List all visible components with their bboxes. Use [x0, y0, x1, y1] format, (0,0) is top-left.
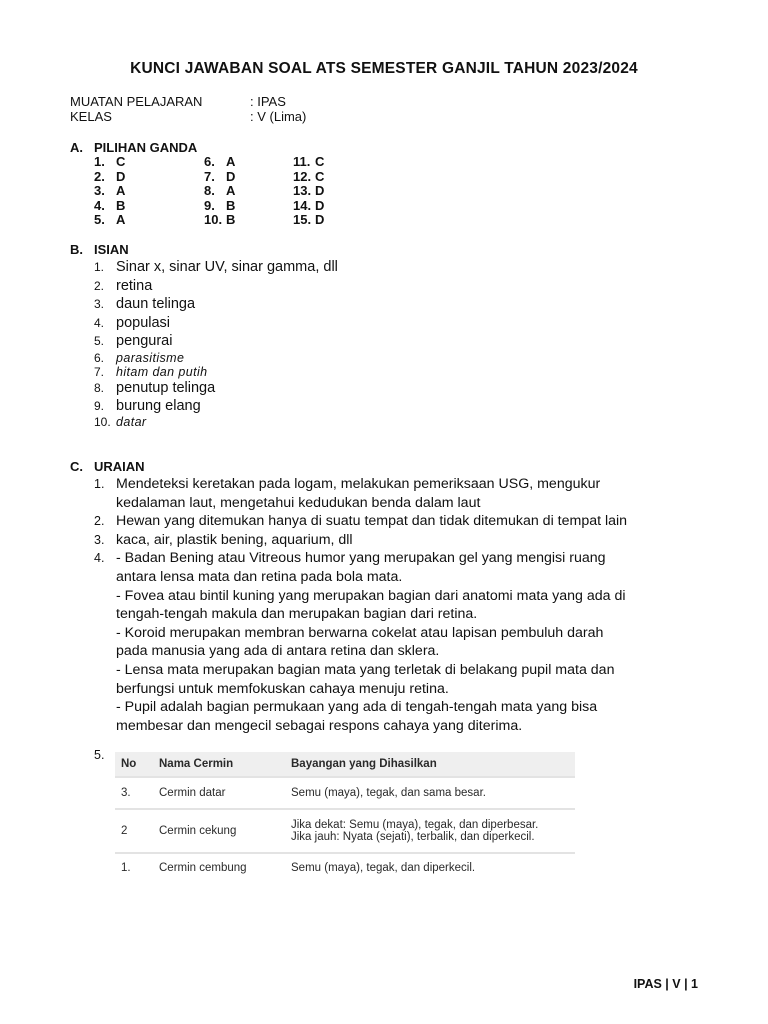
item-number: 8. — [94, 380, 105, 395]
page-footer: IPAS | V | 1 — [633, 977, 698, 991]
mc-answer — [204, 213, 293, 228]
section-letter: B. — [70, 242, 83, 257]
item-body — [116, 531, 704, 550]
meta-row-subject — [70, 94, 306, 109]
section-a-heading — [70, 140, 197, 155]
mc-answer — [94, 199, 204, 214]
list-item — [94, 531, 704, 550]
cell-no: 2 — [115, 809, 153, 853]
essay-list — [94, 475, 704, 735]
mc-answer — [94, 170, 204, 185]
item-text: populasi — [116, 314, 171, 331]
description-line: Jika jauh: Nyata (sejati), terbalik, dan diperkecil. — [291, 831, 535, 843]
item-number: 2. — [94, 514, 105, 529]
item-text: penutup telinga — [116, 379, 216, 396]
table-header-cell: Nama Cermin — [153, 752, 285, 777]
list-item — [94, 379, 714, 397]
mc-answer — [293, 184, 324, 199]
text-line: - Badan Bening atau Vitreous humor yang merupakan gel yang mengisi ruang — [116, 550, 606, 567]
item-number: 4. — [94, 315, 105, 330]
item-text: parasitisme — [116, 350, 185, 365]
list-item — [94, 295, 714, 313]
mc-number: 2. — [94, 168, 105, 184]
mc-number: 1. — [94, 154, 105, 169]
multiple-choice-grid — [94, 155, 324, 228]
list-item — [94, 475, 704, 512]
text-line: pada manusia yang ada di antara retina dan sklera. — [116, 643, 440, 660]
mc-choice: C — [315, 154, 325, 169]
mc-choice: A — [226, 183, 236, 199]
list-item — [94, 549, 704, 735]
text-line: - Lensa mata merupakan bagian mata yang terletak di belakang pupil mata dan — [116, 661, 615, 678]
mc-answer — [204, 199, 293, 214]
mc-row — [94, 213, 324, 228]
meta-value: : V (Lima) — [250, 109, 307, 124]
list-item — [94, 332, 714, 350]
text-line: Mendeteksi keretakan pada logam, melakukan pemeriksaan USG, mengukur — [116, 476, 601, 492]
item-number: 1. — [94, 477, 105, 491]
section-letter: C. — [70, 459, 83, 474]
text-line: antara lensa mata dan retina pada bola mata. — [116, 568, 403, 585]
item-body — [116, 475, 704, 512]
text-line: tengah-tengah makula dan merupakan bagian dari retina. — [116, 606, 478, 623]
text-line: - Koroid merupakan membran berwarna cokelat atau lapisan pembuluh darah — [116, 624, 604, 641]
item-body — [116, 549, 704, 735]
mc-number: 11. — [293, 154, 311, 169]
mirror-table — [115, 752, 575, 882]
mc-number: 15. — [293, 212, 312, 228]
item-number: 2. — [94, 279, 105, 293]
list-item — [94, 397, 714, 415]
mc-row — [94, 199, 324, 214]
text-line: - Pupil adalah bagian permukaan yang ada di tengah-tengah mata yang bisa — [116, 699, 598, 716]
list-item — [94, 415, 714, 429]
meta-value: : IPAS — [250, 94, 286, 109]
item-number: 1. — [94, 260, 105, 274]
table-row — [115, 853, 575, 882]
meta-label: KELAS — [70, 109, 112, 124]
mc-choice: C — [116, 154, 126, 169]
item-number: 5. — [94, 334, 105, 349]
list-item — [94, 351, 714, 365]
mc-choice: D — [116, 168, 126, 184]
mc-row — [94, 170, 324, 185]
section-title: URAIAN — [94, 459, 145, 474]
mc-choice: A — [116, 183, 126, 199]
item-text: hitam dan putih — [116, 364, 208, 379]
mc-answer — [293, 155, 324, 170]
item-text: daun telinga — [116, 296, 196, 313]
mc-answer — [204, 184, 293, 199]
section-c-heading — [70, 459, 145, 474]
mc-answer — [204, 170, 293, 185]
meta-row-class — [70, 109, 306, 124]
text-line: berfungsi untuk memfokuskan cahaya menuju retina. — [116, 680, 449, 697]
mc-answer — [94, 155, 204, 170]
item-number: 9. — [94, 398, 105, 413]
section-title: PILIHAN GANDA — [94, 140, 198, 155]
section-b-heading — [70, 242, 129, 257]
table-row — [115, 809, 575, 853]
text-line: Hewan yang ditemukan hanya di suatu tempat dan tidak ditemukan di tempat lain — [116, 513, 628, 530]
cell-mirror-name: Cermin cekung — [153, 809, 285, 853]
table-row — [115, 777, 575, 809]
mc-choice: B — [226, 197, 236, 213]
list-item — [94, 365, 714, 379]
item-body — [116, 512, 704, 531]
mc-choice: D — [226, 168, 236, 184]
item-number: 4. — [94, 551, 105, 566]
meta-label: MUATAN PELAJARAN — [70, 94, 203, 109]
essay-item-number: 5. — [94, 748, 105, 762]
cell-no: 3. — [115, 777, 153, 809]
mc-row — [94, 184, 324, 199]
meta-block — [70, 94, 306, 124]
item-text: retina — [116, 278, 153, 294]
mc-answer — [94, 184, 204, 199]
mc-number: 4. — [94, 197, 105, 213]
mc-number: 5. — [94, 212, 105, 228]
mc-number: 3. — [94, 183, 105, 199]
mc-answer — [293, 213, 324, 228]
cell-image-description — [285, 853, 575, 882]
description-line: Semu (maya), tegak, dan sama besar. — [291, 787, 486, 799]
mc-choice: A — [226, 154, 236, 169]
mc-number: 14. — [293, 197, 312, 213]
mc-row — [94, 155, 324, 170]
mc-number: 6. — [204, 154, 215, 169]
description-line: Semu (maya), tegak, dan diperkecil. — [291, 862, 476, 874]
mc-choice: B — [226, 212, 236, 228]
cell-no: 1. — [115, 853, 153, 882]
mc-answer — [293, 199, 324, 214]
item-number: 3. — [94, 297, 105, 312]
item-number: 10. — [94, 415, 111, 430]
table-header-cell: No — [115, 752, 153, 777]
mc-answer — [94, 213, 204, 228]
section-title: ISIAN — [94, 242, 129, 257]
item-number: 3. — [94, 532, 105, 547]
list-item — [94, 258, 714, 277]
mc-choice: D — [315, 212, 325, 228]
item-text: Sinar x, sinar UV, sinar gamma, dll — [116, 259, 338, 275]
item-number: 6. — [94, 350, 105, 365]
text-line: kaca, air, plastik bening, aquarium, dll — [116, 531, 353, 548]
description-line: Jika dekat: Semu (maya), tegak, dan diperbesar. — [291, 819, 539, 831]
mc-number: 12. — [293, 168, 312, 184]
item-text: datar — [116, 415, 147, 430]
text-line: kedalaman laut, mengetahui kedudukan benda dalam laut — [116, 494, 481, 511]
document-title: KUNCI JAWABAN SOAL ATS SEMESTER GANJIL TAHUN 2023/2024 — [130, 60, 638, 77]
cell-image-description — [285, 777, 575, 809]
cell-mirror-name: Cermin datar — [153, 777, 285, 809]
list-item — [94, 314, 714, 332]
mc-choice: A — [116, 212, 126, 228]
mc-number: 7. — [204, 168, 215, 184]
section-letter: A. — [70, 140, 83, 155]
cell-image-description — [285, 809, 575, 853]
table-header-cell: Bayangan yang Dihasilkan — [285, 752, 575, 777]
item-text: burung elang — [116, 397, 201, 414]
cell-mirror-name: Cermin cembung — [153, 853, 285, 882]
list-item — [94, 512, 704, 531]
mc-choice: D — [315, 183, 325, 199]
text-line: - Fovea atau bintil kuning yang merupakan bagian dari anatomi mata yang ada di — [116, 587, 626, 604]
text-line: membesar dan mengecil sebagai respons cahaya yang diterima. — [116, 717, 523, 734]
mc-number: 10. — [204, 212, 223, 228]
fill-in-list — [94, 258, 714, 429]
mc-choice: B — [116, 197, 126, 213]
list-item — [94, 277, 714, 295]
mc-answer — [293, 170, 324, 185]
mc-choice: D — [315, 197, 325, 213]
table-header-row — [115, 752, 575, 777]
mc-number: 8. — [204, 183, 215, 199]
mc-answer — [204, 155, 293, 170]
mc-number: 9. — [204, 197, 215, 213]
mc-choice: C — [315, 168, 325, 184]
item-text: pengurai — [116, 333, 173, 350]
item-number: 7. — [94, 364, 105, 379]
mc-number: 13. — [293, 183, 312, 199]
